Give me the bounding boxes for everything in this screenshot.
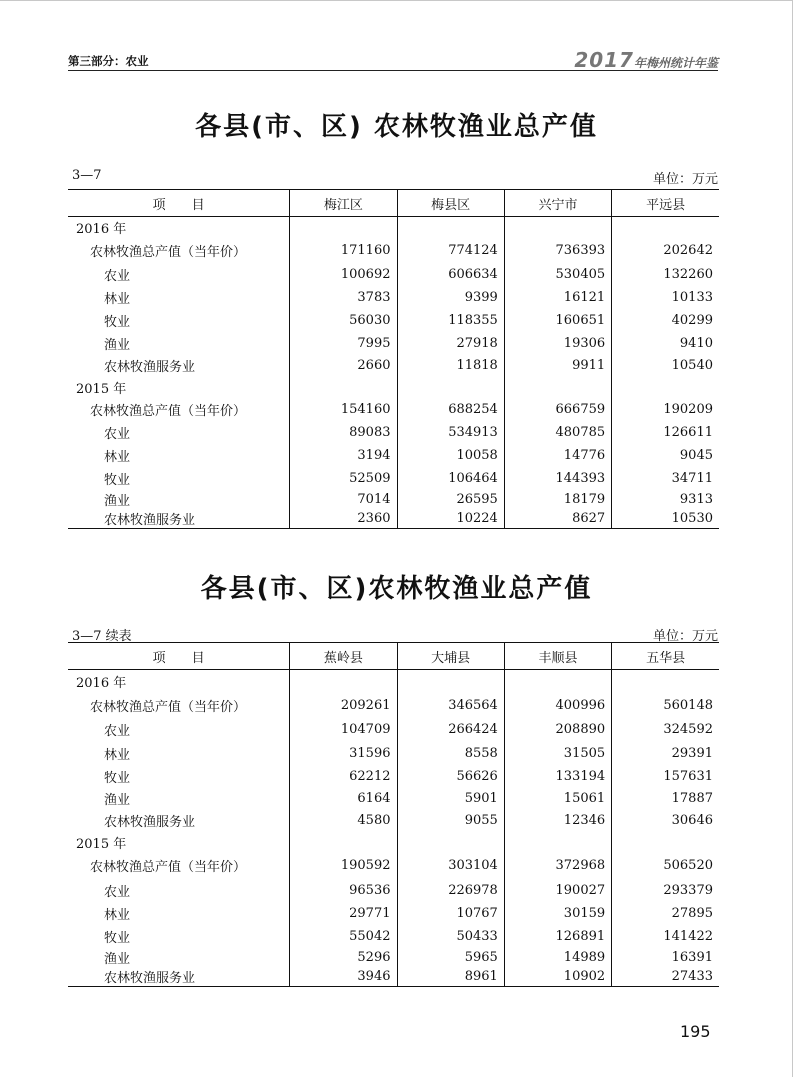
table-cell (612, 670, 719, 693)
table-cell (612, 832, 719, 853)
table-cell: 688254 (397, 398, 504, 421)
table-cell: 346564 (397, 693, 504, 718)
row-label: 牧业 (104, 770, 131, 786)
table-cell: 530405 (504, 263, 611, 286)
yearbook-year: 2017 (574, 48, 634, 72)
table-cell: 190209 (612, 398, 719, 421)
table-cell: 7995 (290, 332, 397, 355)
table-cell: 666759 (504, 398, 611, 421)
table1-header-col: 梅县区 (397, 190, 504, 217)
table-cell (290, 377, 397, 398)
table-row (68, 902, 719, 925)
row-label: 2015 年 (76, 836, 127, 852)
table2-header-col: 丰顺县 (504, 643, 611, 670)
table-row (68, 239, 719, 263)
table-cell: 9055 (397, 810, 504, 832)
table-cell (612, 377, 719, 398)
table-cell: 29771 (290, 902, 397, 925)
table-cell: 132260 (612, 263, 719, 286)
table-cell: 226978 (397, 879, 504, 902)
row-label: 2015 年 (76, 381, 127, 397)
table-cell: 6164 (290, 788, 397, 810)
table2-code: 3—7 续表 (72, 629, 132, 644)
row-label: 农业 (104, 884, 131, 900)
row-label: 农业 (104, 426, 131, 442)
table-cell: 293379 (612, 879, 719, 902)
table-cell: 8627 (504, 509, 611, 529)
table-cell: 27918 (397, 332, 504, 355)
table-cell (290, 832, 397, 853)
table-cell: 10133 (612, 286, 719, 309)
row-label: 渔业 (104, 337, 131, 353)
table-cell: 29391 (612, 742, 719, 765)
table-row (68, 765, 719, 788)
table-cell: 27433 (612, 967, 719, 987)
table1-header-col: 平远县 (612, 190, 719, 217)
table-cell: 7014 (290, 490, 397, 509)
row-label: 渔业 (104, 951, 131, 967)
table-cell: 190592 (290, 853, 397, 879)
row-label: 农林牧渔服务业 (68, 967, 290, 987)
table-cell: 9313 (612, 490, 719, 509)
table-row (68, 490, 719, 509)
table-cell: 106464 (397, 467, 504, 490)
table-cell: 10058 (397, 444, 504, 467)
table-cell (504, 217, 611, 239)
table-row (68, 948, 719, 967)
table-cell (612, 217, 719, 239)
table-cell: 10902 (504, 967, 611, 987)
table-row (68, 467, 719, 490)
table-row (68, 810, 719, 832)
table-cell: 157631 (612, 765, 719, 788)
row-label: 农林牧渔总产值（当年价） (90, 245, 247, 260)
table-cell: 324592 (612, 718, 719, 742)
table-row (68, 217, 719, 239)
table-row (68, 398, 719, 421)
table2-unit: 单位：万元 (652, 629, 718, 644)
table-cell: 8558 (397, 742, 504, 765)
table-cell: 534913 (397, 421, 504, 444)
section-label: 第三部分：农业 (68, 54, 149, 68)
table-cell: 141422 (612, 925, 719, 948)
table2-header-row (68, 643, 719, 670)
table-cell: 9911 (504, 355, 611, 377)
table-cell: 89083 (290, 421, 397, 444)
table-cell: 3783 (290, 286, 397, 309)
row-label: 2016 年 (76, 222, 127, 238)
table-cell: 100692 (290, 263, 397, 286)
table-cell: 5901 (397, 788, 504, 810)
table-cell: 27895 (612, 902, 719, 925)
table-cell: 17887 (612, 788, 719, 810)
table2-header-item: 项 目 (68, 643, 290, 670)
table-cell: 133194 (504, 765, 611, 788)
table-cell (504, 670, 611, 693)
table-cell (504, 377, 611, 398)
table-cell: 171160 (290, 239, 397, 263)
table1-title: 各县(市、区) 农林牧渔业总产值 (195, 112, 598, 142)
table-cell: 144393 (504, 467, 611, 490)
table-cell: 15061 (504, 788, 611, 810)
table-cell (504, 832, 611, 853)
table-cell (397, 377, 504, 398)
table-cell: 9399 (397, 286, 504, 309)
table-cell: 18179 (504, 490, 611, 509)
table-cell: 14989 (504, 948, 611, 967)
table-cell: 34711 (612, 467, 719, 490)
table-cell: 10224 (397, 509, 504, 529)
yearbook-name: 年梅州统计年鉴 (633, 56, 718, 70)
table-cell: 606634 (397, 263, 504, 286)
row-label: 农林牧渔总产值（当年价） (90, 860, 247, 875)
row-label: 渔业 (104, 793, 131, 808)
table-row (68, 925, 719, 948)
row-label: 林业 (104, 747, 131, 763)
table-cell: 9045 (612, 444, 719, 467)
running-header (68, 48, 718, 71)
row-label: 林业 (104, 907, 131, 923)
table-cell: 209261 (290, 693, 397, 718)
table-cell: 774124 (397, 239, 504, 263)
row-label: 农林牧渔总产值（当年价） (90, 403, 247, 419)
table-row (68, 421, 719, 444)
table-cell: 736393 (504, 239, 611, 263)
table-cell: 560148 (612, 693, 719, 718)
table-cell: 30646 (612, 810, 719, 832)
table-row (68, 355, 719, 377)
row-label: 农林牧渔服务业 (104, 815, 196, 830)
table-cell: 31505 (504, 742, 611, 765)
row-label: 2016 年 (76, 675, 127, 691)
table-cell: 126891 (504, 925, 611, 948)
table-row (68, 444, 719, 467)
table-cell: 303104 (397, 853, 504, 879)
table-cell: 19306 (504, 332, 611, 355)
table-cell: 118355 (397, 309, 504, 332)
table-cell: 8961 (397, 967, 504, 987)
table-row (68, 332, 719, 355)
table2-header-col: 五华县 (612, 643, 719, 670)
table-row (68, 853, 719, 879)
table-cell: 372968 (504, 853, 611, 879)
table-cell: 40299 (612, 309, 719, 332)
table-cell: 202642 (612, 239, 719, 263)
row-label: 牧业 (104, 314, 131, 330)
yearbook-title (574, 48, 718, 72)
table-cell: 2660 (290, 355, 397, 377)
table-cell: 160651 (504, 309, 611, 332)
table-cell: 30159 (504, 902, 611, 925)
table-row (68, 832, 719, 853)
table-cell: 56030 (290, 309, 397, 332)
page-border-top (0, 0, 793, 1)
table-row (68, 967, 719, 987)
table-row (68, 693, 719, 718)
row-label: 牧业 (104, 472, 131, 488)
table-cell: 5296 (290, 948, 397, 967)
table-cell (290, 217, 397, 239)
table-cell: 2360 (290, 509, 397, 529)
table-row (68, 309, 719, 332)
table-cell: 3946 (290, 967, 397, 987)
table-cell: 12346 (504, 810, 611, 832)
table-cell: 190027 (504, 879, 611, 902)
row-label: 农林牧渔服务业 (104, 360, 196, 375)
table2-title: 各县(市、区)农林牧渔业总产值 (200, 574, 593, 604)
row-label: 渔业 (104, 493, 131, 509)
table-cell: 5965 (397, 948, 504, 967)
table-cell: 96536 (290, 879, 397, 902)
table1 (68, 189, 719, 529)
row-label: 牧业 (104, 930, 131, 946)
table1-unit: 单位：万元 (652, 172, 718, 187)
table-cell: 3194 (290, 444, 397, 467)
table-cell: 4580 (290, 810, 397, 832)
table-row (68, 509, 719, 529)
table-cell: 50433 (397, 925, 504, 948)
table-row (68, 286, 719, 309)
table-row (68, 788, 719, 810)
table-cell: 62212 (290, 765, 397, 788)
table2-header-col: 大埔县 (397, 643, 504, 670)
row-label: 农业 (104, 724, 131, 739)
table-cell: 10767 (397, 902, 504, 925)
row-label: 林业 (104, 449, 131, 465)
table-cell: 480785 (504, 421, 611, 444)
table1-header-col: 梅江区 (290, 190, 397, 217)
table-row (68, 742, 719, 765)
row-label: 农林牧渔总产值（当年价） (90, 699, 247, 715)
table1-code: 3—7 (72, 168, 102, 183)
table-row (68, 263, 719, 286)
table-cell: 208890 (504, 718, 611, 742)
table-cell: 104709 (290, 718, 397, 742)
table-cell: 10530 (612, 509, 719, 529)
row-label: 农业 (104, 268, 131, 284)
table-row (68, 718, 719, 742)
table-cell: 31596 (290, 742, 397, 765)
table1-header-col: 兴宁市 (504, 190, 611, 217)
table-cell: 9410 (612, 332, 719, 355)
table1-header-item: 项 目 (68, 190, 290, 217)
table-cell (397, 670, 504, 693)
table-cell: 16121 (504, 286, 611, 309)
table-cell: 26595 (397, 490, 504, 509)
table-cell: 154160 (290, 398, 397, 421)
table-row (68, 879, 719, 902)
table-cell: 10540 (612, 355, 719, 377)
table2 (68, 642, 719, 987)
table-cell: 506520 (612, 853, 719, 879)
table1-header-row (68, 190, 719, 217)
row-label: 林业 (104, 291, 131, 307)
table-cell: 266424 (397, 718, 504, 742)
table-cell: 52509 (290, 467, 397, 490)
table-cell (397, 832, 504, 853)
table2-header-col: 蕉岭县 (290, 643, 397, 670)
table-cell (290, 670, 397, 693)
table-cell: 16391 (612, 948, 719, 967)
table-row (68, 670, 719, 693)
table-cell: 55042 (290, 925, 397, 948)
table-cell: 11818 (397, 355, 504, 377)
table-cell: 56626 (397, 765, 504, 788)
table-cell (397, 217, 504, 239)
row-label: 农林牧渔服务业 (68, 509, 290, 529)
page-number: 195 (680, 1022, 711, 1041)
table-cell: 14776 (504, 444, 611, 467)
table-row (68, 377, 719, 398)
table-cell: 126611 (612, 421, 719, 444)
table-cell: 400996 (504, 693, 611, 718)
